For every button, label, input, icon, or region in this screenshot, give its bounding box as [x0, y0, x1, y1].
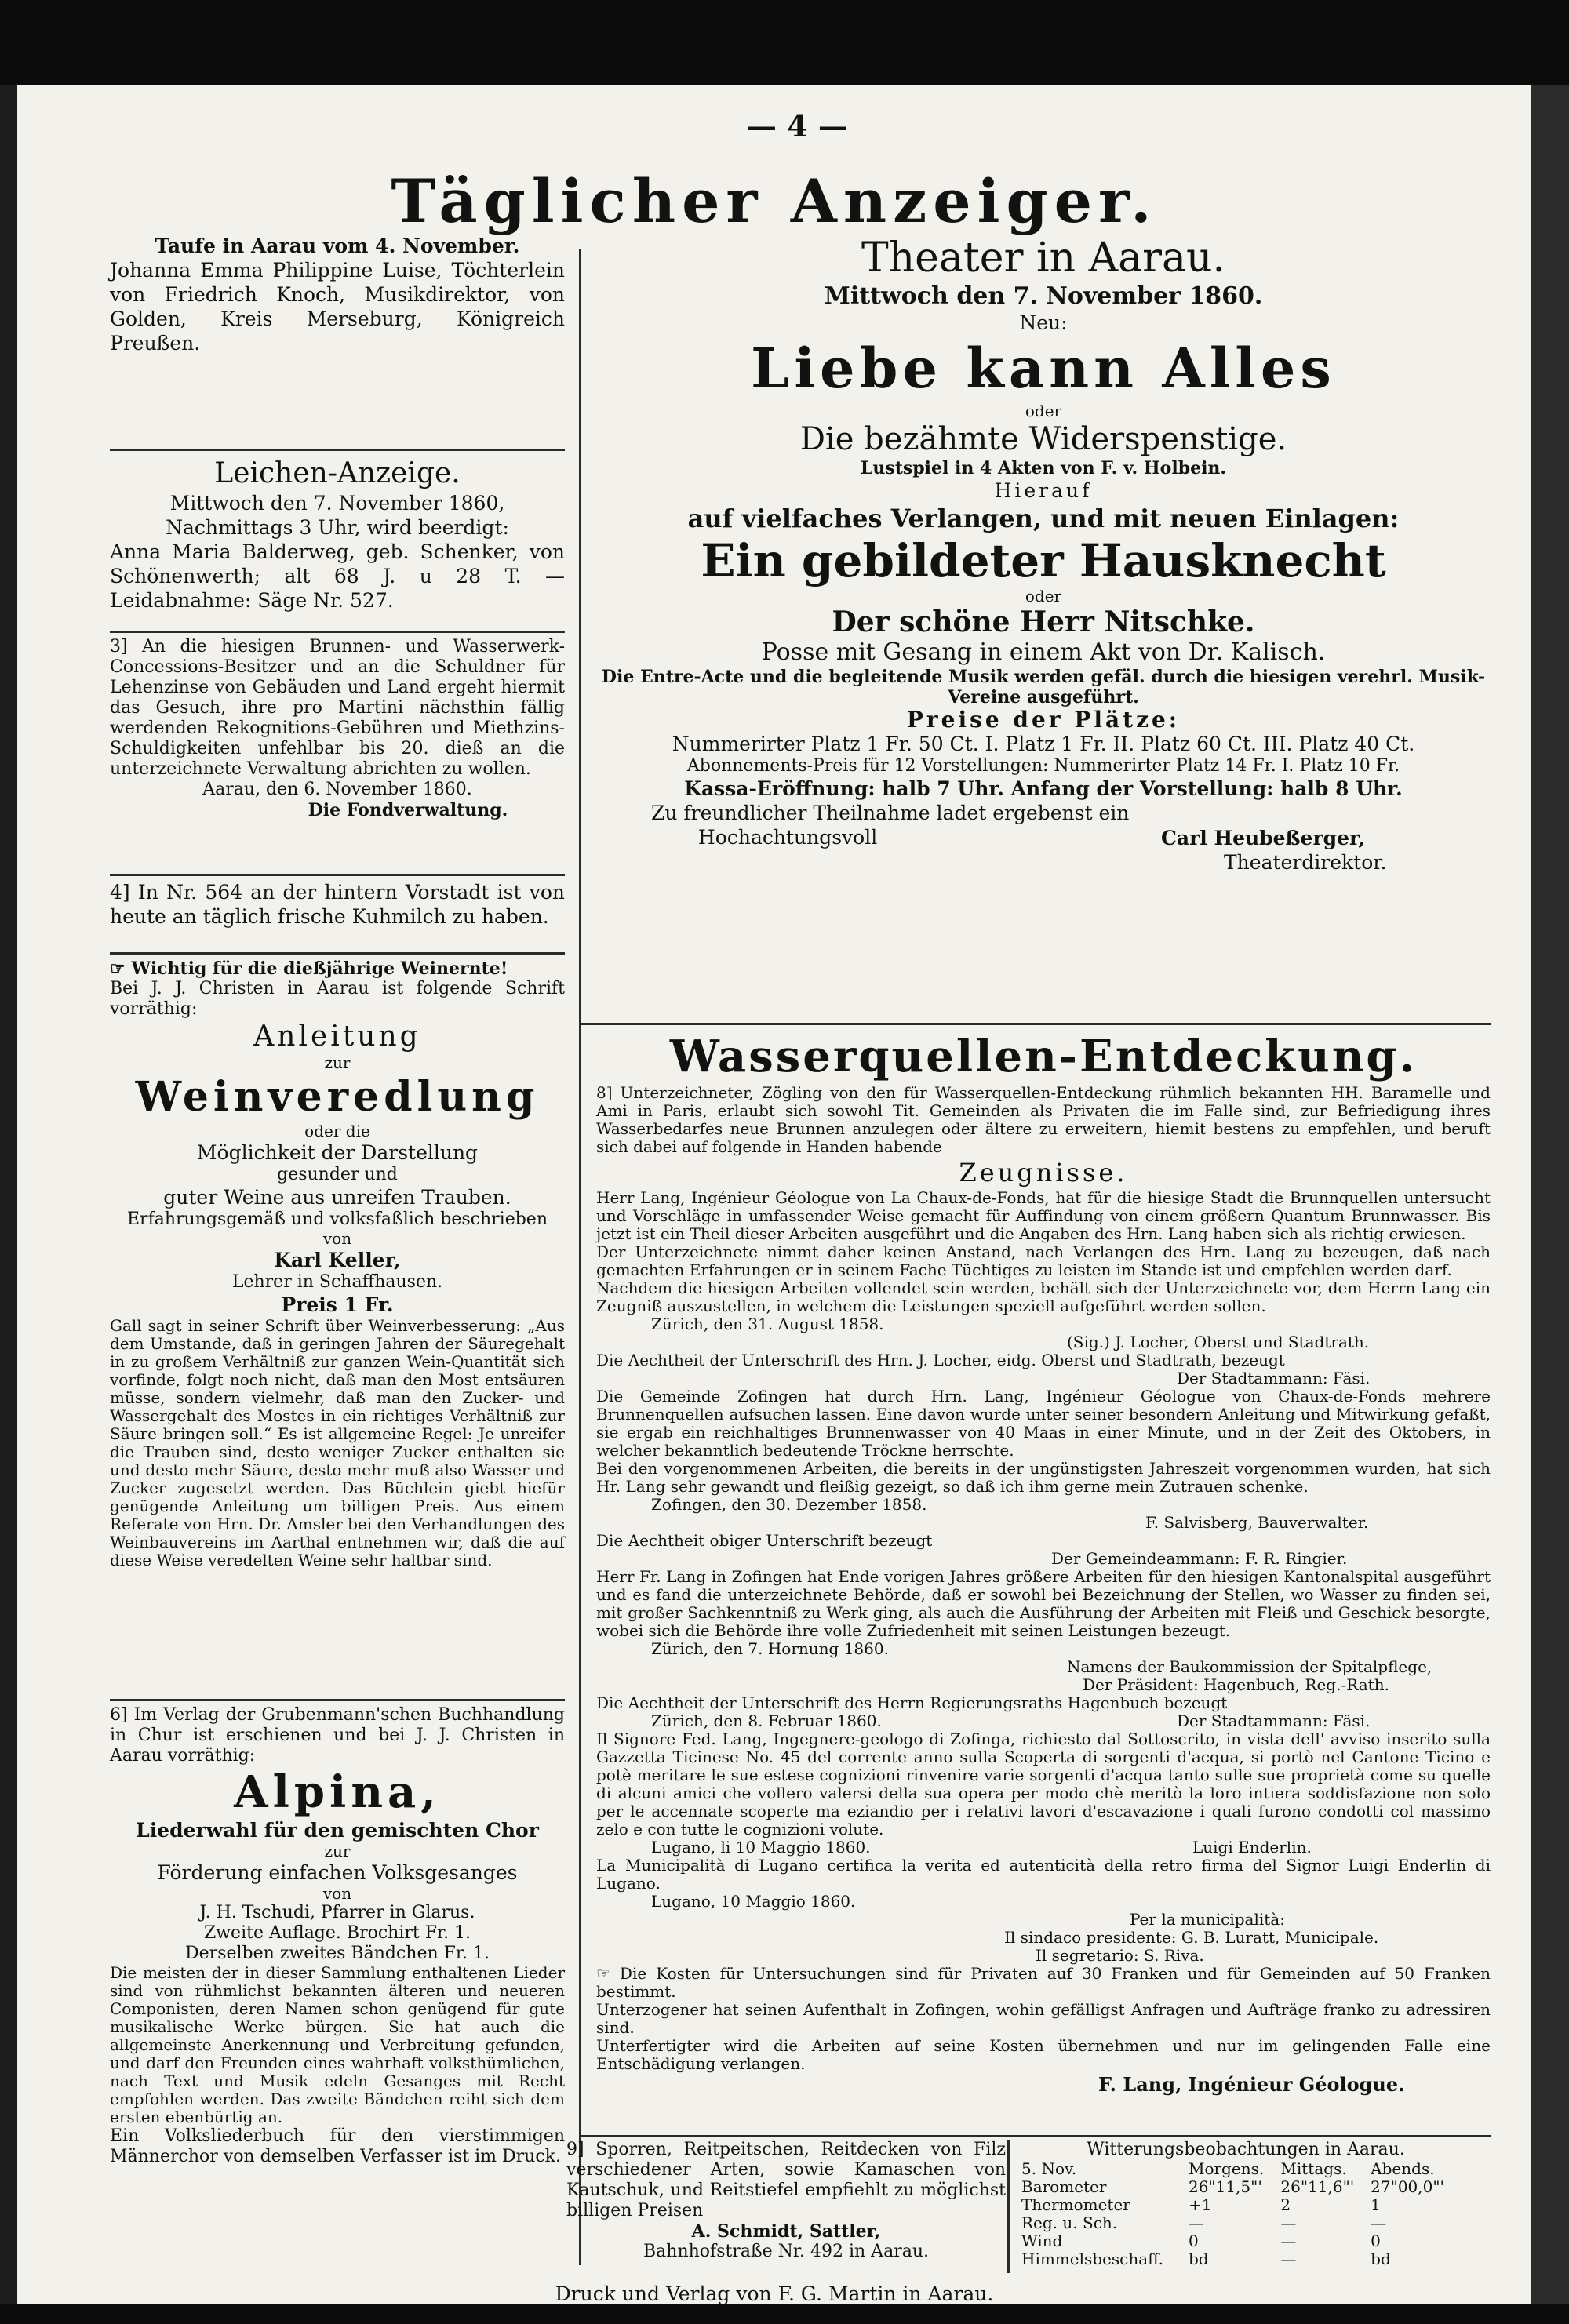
wein-title-main: Weinveredlung — [135, 1073, 540, 1121]
zeugnis-5-verify: Die Aechtheit obiger Unterschrift bezeugt — [596, 1531, 933, 1550]
zeugnis-5: Bei den vorgenommenen Arbeiten, die bereits in der ungünstigsten Jahreszeit vorgenommen wurden, hat sich Hr. Lang sehr gewandt und fleißig gezeigt, so daß ich ihm gerne mein Zutrauen schenke. — [596, 1459, 1491, 1496]
zeugnis-8-segretario: Il segretario: S. Riva. — [1036, 1946, 1204, 1965]
divider — [581, 2135, 1491, 2137]
weather-cell: Wind — [1021, 2231, 1063, 2250]
left-column — [110, 234, 565, 355]
theater-ad — [596, 234, 1491, 875]
page-number: — 4 — — [747, 108, 848, 144]
leichen-title: Leichen-Anzeige. — [214, 457, 461, 489]
weather-cell: 26"11,6"' — [1280, 2177, 1355, 2196]
weather-cell: 0 — [1188, 2231, 1199, 2250]
alpina-body: Die meisten der in dieser Sammlung enthaltenen Lieder sind von rühmlichst bekannten älteren und neueren Componisten, deren Namen schon genügend für gute musikalische Werke bürgen. Sie hat auch die allgemeinste Anerkennung und Verbreitung gefunden, und darf den Freunden eines wahrhaft volksthümlichen, nach Text und Musik edeln Gesanges mit Recht empfohlen werden. Das zweite Bändchen reiht sich dem ersten ebenbürtig an. — [110, 1963, 565, 2126]
alpina-edition: Zweite Auflage. Brochirt Fr. 1. — [203, 1923, 471, 1943]
theater-entre: Die Entre-Acte und die begleitende Musik werden gefäl. durch die hiesigen verehrl. Musik-Vereine ausgeführt. — [601, 667, 1486, 707]
ad-6-alpina — [110, 1705, 565, 2167]
table-row — [1018, 2178, 1458, 2196]
play-1-info: Lustspiel in 4 Akten von F. v. Holbein. — [860, 458, 1227, 478]
alpina-second: Derselben zweites Bändchen Fr. 1. — [185, 1944, 490, 1963]
prices-line: Nummerirter Platz 1 Fr. 50 Ct. I. Platz 1 Fr. II. Platz 60 Ct. III. Platz 40 Ct. — [672, 733, 1415, 755]
leichen-time: Nachmittags 3 Uhr, wird beerdigt: — [166, 516, 509, 539]
zeugnis-1: Herr Lang, Ingénieur Géologue von La Chaux-de-Fonds, hat für die hiesige Stadt die Brunnquellen untersucht und Vorschläge in umfassender Weise gemacht für Auffindung von einem größern Quantum Brunnwasser. Bis jetzt ist ein Theil dieser Arbeiten ausgeführt und die Angaben des Hrn. Lang haben sich als richtig erwiesen. — [596, 1188, 1491, 1243]
weather-header: 5. Nov. — [1021, 2159, 1077, 2178]
wein-body: Gall sagt in seiner Schrift über Weinverbesserung: „Aus dem Umstande, daß in geringen Jahren der Säuregehalt in zu großem Verhältniß zur ganzen Wein-Quantität sich vorfinde, folgt noch nicht, daß man den Most entsäuren müsse, sondern vielmehr, daß man den Zucker- und Wassergehalt des Mostes in ein richtiges Verhältniß zur Säure bringen soll.“ Es ist allgemeine Regel: Je unreifer die Trauben sind, desto weniger Zucker enthalten sie und desto mehr Säure, desto mehr muß also Wasser und Zucker zugesetzt werden. Das Büchlein giebt hiefür genügende Anleitung um billigen Preis. Aus einem Referate von Hrn. Dr. Amsler bei den Verhandlungen des Weinbauvereins im Aarthal entnehmen wir, daß die auf diese Weise veredelten Weine sehr haltbar sind. — [110, 1316, 565, 1569]
wein-title-5: Möglichkeit der Darstellung — [196, 1141, 479, 1164]
weather-cell: — — [1188, 2213, 1204, 2232]
zeugnis-6-mayor: Der Stadtammann: Fäsi. — [1177, 1711, 1371, 1730]
zeugnis-8: La Municipalità di Lugano certifica la verita ed autenticità della retro firma del Signor Luigi Enderlin di Lugano. — [596, 1856, 1491, 1893]
weather-cell: 1 — [1371, 2195, 1381, 2214]
wein-intro: Bei J. J. Christen in Aarau ist folgende Schrift vorräthig: — [110, 979, 565, 1019]
weather-cell: 0 — [1371, 2231, 1381, 2250]
wasser-ad — [596, 1029, 1491, 2097]
zeugnis-7: Il Signore Fed. Lang, Ingegnere-geologo di Zofinga, richiesto dal Sottoscrito, in vista dell' avviso inserito sulla Gazzetta Ticinese No. 45 del corrente anno sulla Scoperta di sorgenti d'acqua, si portò nel Cantone Ticino e potè meritare le sue estese cognizioni rinvenire varie sorgenti d'acqua tanto sulle sue proprietà come su quelle di alcuni amici che vollero valersi della sua opera per modo chè meritò la loro intiera soddisfazione non solo per le accennate scoperte ma eziandio per i relativi lavori d'escavazione i quali furono condotti col massimo zelo e con tutte le cognizioni volute. — [596, 1729, 1491, 1838]
zeugnis-2: Der Unterzeichnete nimmt daher keinen Anstand, nach Verlangen des Hrn. Lang zu bezeugen, daß nach gemachten Erfahrungen er in seinem Fache Tüchtiges zu leisten im Stande ist und empfehlen werden darf. — [596, 1242, 1491, 1279]
weather-cell: 2 — [1280, 2195, 1291, 2214]
wasser-title: Wasserquellen-Entdeckung. — [669, 1031, 1418, 1082]
zeugnis-3-mayor: Der Stadtammann: Fäsi. — [1177, 1369, 1371, 1387]
weather-cell: — — [1280, 2213, 1297, 2232]
zeugnis-8-municipality: Per la municipalità: — [1130, 1910, 1285, 1929]
weather-cell: bd — [1371, 2249, 1391, 2268]
weather-header: Mittags. — [1280, 2159, 1347, 2178]
zeugnis-6-verify: Die Aechtheit der Unterschrift des Herrn Regierungsraths Hagenbuch bezeugt — [596, 1693, 1228, 1712]
weather-title: Witterungsbeobachtungen in Aarau. — [1087, 2140, 1405, 2159]
weather-cell: Himmelsbeschaff. — [1021, 2249, 1164, 2268]
zeugnis-6: Herr Fr. Lang in Zofingen hat Ende vorigen Jahres größere Arbeiten für den hiesigen Kantonalspital ausgeführt und es fand die unterzeichnete Behörde, daß er sowohl bei Bezeichnung der Stellen, wo Wasser zu finden sei, mit großer Sachkenntniß zu Werk ging, als auch die Ausführung der Arbeiten mit Fleiß und Geschick besorgte, wobei sich die Behörde ihre volle Zufriedenheit mit seinen Leistungen bezeugt. — [596, 1567, 1491, 1640]
zeugnisse-heading: Zeugnisse. — [959, 1158, 1128, 1187]
zeugnis-3-place: Zürich, den 31. August 1858. — [651, 1315, 884, 1333]
wein-title-6: gesunder und — [277, 1165, 398, 1184]
weather-cell: bd — [1188, 2249, 1209, 2268]
leichen-date: Mittwoch den 7. November 1860, — [169, 492, 505, 515]
theater-director-role: Theaterdirektor. — [1224, 851, 1387, 874]
zeugnis-3-verify: Die Aechtheit der Unterschrift des Hrn. J. Locher, eidg. Oberst und Stadtrath, bezeugt — [596, 1351, 1285, 1369]
wein-title-7: guter Weine aus unreifen Trauben. — [163, 1186, 511, 1209]
weather-cell: 27"00,0"' — [1371, 2177, 1445, 2196]
zeugnis-6-place: Zürich, den 7. Hornung 1860. — [651, 1639, 889, 1658]
zeugnis-6-commission: Namens der Baukommission der Spitalpflege, — [1067, 1657, 1432, 1676]
zeugnis-5-signed: F. Salvisberg, Bauverwalter. — [1145, 1513, 1369, 1532]
alpina-author: J. H. Tschudi, Pfarrer in Glarus. — [199, 1903, 475, 1922]
alpina-sub-4: von — [322, 1884, 352, 1903]
divider — [110, 1699, 565, 1701]
ad-9 — [566, 2140, 1006, 2262]
weather-cell: — — [1280, 2249, 1297, 2268]
wein-title-9: von — [322, 1229, 352, 1248]
wein-heading: ☞ Wichtig für die dießjährige Weinernte! — [110, 958, 508, 979]
wein-author: Karl Keller, — [274, 1249, 401, 1271]
wein-author-role: Lehrer in Schaffhausen. — [231, 1272, 443, 1292]
column-divider — [579, 249, 581, 2265]
wasser-signature: F. Lang, Ingénieur Géologue. — [1098, 2073, 1405, 2096]
play-2-subtitle: Der schöne Herr Nitschke. — [832, 606, 1255, 638]
play-2-info: Posse mit Gesang in einem Akt von Dr. Kalisch. — [761, 638, 1326, 666]
wein-price: Preis 1 Fr. — [281, 1293, 394, 1316]
theater-neu: Neu: — [1019, 311, 1068, 334]
weather-cell: — — [1280, 2231, 1297, 2250]
alpina-sub-2: zur — [324, 1842, 351, 1860]
divider — [110, 952, 565, 955]
zeugnis-3-signed: (Sig.) J. Locher, Oberst und Stadtrath. — [1067, 1333, 1370, 1351]
wein-title-8: Erfahrungsgemäß und volksfaßlich beschrieben — [127, 1209, 548, 1229]
divider — [581, 1023, 1491, 1025]
theater-verlangen: auf vielfaches Verlangen, und mit neuen Einlagen: — [687, 504, 1400, 533]
ad3-place: Aarau, den 6. November 1860. — [202, 780, 472, 799]
weather-header: Abends. — [1371, 2159, 1435, 2178]
wasser-note-3: Unterfertigter wird die Arbeiten auf seine Kosten übernehmen und nur im gelingenden Falle eine Entschädigung verlangen. — [596, 2036, 1491, 2073]
weather-table — [1018, 2160, 1458, 2268]
ad-3 — [110, 637, 565, 820]
divider — [110, 631, 565, 633]
play-1-title: Liebe kann Alles — [751, 336, 1336, 401]
ad4-text: 4] In Nr. 564 an der hintern Vorstadt ist von heute an täglich frische Kuhmilch zu haben. — [110, 881, 565, 928]
ad3-text: 3] An die hiesigen Brunnen- und Wasserwerk-Concessions-Besitzer und an die Schuldner für Lehenzinse von Gebäuden und Land ergeht hiermit das Gesuch, ihre pro Martini nächsthin fällig werdenden Rekognitions-Gebühren und Miethzins-Schuldigkeiten unfehlbar bis 20. dieß an die unterzeichnete Verwaltung abrichten zu wollen. — [110, 637, 565, 779]
weather-cell: +1 — [1188, 2195, 1212, 2214]
table-row — [1018, 2196, 1458, 2214]
alpina-sub-1: Liederwahl für den gemischten Chor — [136, 1819, 539, 1842]
alpina-note: Ein Volksliederbuch für den vierstimmigen Männerchor von demselben Verfasser ist im Druck. — [110, 2126, 565, 2166]
ad9-text: 9] Sporren, Reitpeitschen, Reitdecken von Filz verschiedener Arten, sowie Kamaschen von Kautschuk, und Reitstiefel empfiehlt zu möglichst billigen Preisen — [566, 2140, 1006, 2220]
theater-hierauf: Hierauf — [994, 479, 1093, 502]
alpina-title: Alpina, — [234, 1766, 441, 1818]
zeugnis-3: Nachdem die hiesigen Arbeiten vollendet sein werden, behält sich der Unterzeichnete vor, dem Herrn Lang ein Zeugniß auszustellen, in welchem die Leistungen speziell aufgeführt werden sollen. — [596, 1278, 1491, 1315]
leichen-notice — [110, 456, 565, 613]
wein-title-1: Anleitung — [253, 1020, 421, 1053]
alpina-intro: 6] Im Verlag der Grubenmann'schen Buchhandlung in Chur ist erschienen und bei J. J. Christen in Aarau vorräthig: — [110, 1705, 565, 1766]
play-2-title: Ein gebildeter Hausknecht — [701, 534, 1386, 587]
weather-cell: Thermometer — [1021, 2195, 1130, 2214]
scan-right-border — [1531, 85, 1569, 2304]
weather-cell: Barometer — [1021, 2177, 1107, 2196]
weather-header-row — [1018, 2160, 1458, 2178]
wein-title-4: oder die — [304, 1122, 370, 1140]
zeugnis-5-place: Zofingen, den 30. Dezember 1858. — [651, 1495, 927, 1514]
play-2-oder: oder — [1025, 587, 1062, 606]
divider — [110, 449, 565, 451]
weather-header: Morgens. — [1188, 2159, 1265, 2178]
table-row — [1018, 2250, 1458, 2268]
prices-heading: Preise der Plätze: — [906, 707, 1181, 733]
zeugnis-7-signed: Luigi Enderlin. — [1192, 1838, 1312, 1857]
taufe-text: Johanna Emma Philippine Luise, Töchterlein von Friedrich Knoch, Musikdirektor, von Golden, Kreis Merseburg, Königreich Preußen. — [110, 259, 565, 355]
wasser-note-1: ☞ Die Kosten für Untersuchungen sind für Privaten auf 30 Franken und für Gemeinden auf 50 Franken bestimmt. — [596, 1964, 1491, 2001]
alpina-sub-3: Förderung einfachen Volksgesanges — [157, 1861, 518, 1884]
theater-director: Carl Heubeßerger, — [1161, 827, 1366, 849]
theater-title: Theater in Aarau. — [861, 235, 1226, 282]
ad9-address: Bahnhofstraße Nr. 492 in Aarau. — [643, 2242, 929, 2261]
divider — [110, 874, 565, 876]
zeugnis-8-place: Lugano, 10 Maggio 1860. — [651, 1892, 856, 1911]
theater-date: Mittwoch den 7. November 1860. — [824, 282, 1263, 310]
theater-greet: Hochachtungsvoll — [698, 826, 878, 849]
ad-4 — [110, 880, 565, 929]
play-1-subtitle: Die bezähmte Widerspenstige. — [799, 421, 1287, 457]
divider — [1007, 2140, 1010, 2273]
weather-cell: 26"11,5"' — [1188, 2177, 1262, 2196]
newspaper-page — [17, 85, 1531, 2304]
taufe-title: Taufe in Aarau vom 4. November. — [155, 235, 520, 257]
weather-cell: Reg. u. Sch. — [1021, 2213, 1118, 2232]
abo-line: Abonnements-Preis für 12 Vorstellungen: Nummerirter Platz 14 Fr. I. Platz 10 Fr. — [686, 756, 1400, 776]
wein-title-2: zur — [324, 1053, 351, 1072]
zeugnis-8-sindaco: Il sindaco presidente: G. B. Luratt, Municipale. — [1004, 1928, 1379, 1947]
zeugnis-6-president: Der Präsident: Hagenbuch, Reg.-Rath. — [1083, 1675, 1389, 1694]
wasser-intro: 8] Unterzeichneter, Zögling von den für Wasserquellen-Entdeckung rühmlich bekannten HH. Baramelle und Ami in Paris, erlaubt sich sowohl Tit. Gemeinden als Privaten die im Falle sind, zur Befriedigung ihres Wasserbedarfes neue Brunnen anzulegen oder ältere zu erweitern, hiemit bestens zu empfehlen, und beruft sich dabei auf folgende in Handen habende — [596, 1083, 1491, 1156]
ad-weinveredlung — [110, 958, 565, 1569]
table-row — [1018, 2214, 1458, 2232]
theater-invite: Zu freundlicher Theilnahme ladet ergebenst ein — [651, 802, 1130, 824]
ad3-signature: Die Fondverwaltung. — [308, 800, 508, 820]
zeugnis-5-mayor: Der Gemeindeammann: F. R. Ringier. — [1051, 1549, 1348, 1568]
masthead: Täglicher Anzeiger. — [391, 166, 1158, 236]
zeugnis-4: Die Gemeinde Zofingen hat durch Hrn. Lang, Ingénieur Géologue von Chaux-de-Fonds mehrere Brunnenquellen aufsuchen lassen. Eine davon wurde unter seiner besondern Anleitung und Mitwirkung gefaßt, sie ergab ein reichhaltiges Brunnenwasser von 40 Maas in einer Minute, und in der Zeit des Oktobers, in welcher bekanntlich bedeutende Tröckne herrschte. — [596, 1387, 1491, 1460]
wasser-note-2: Unterzogener hat seinen Aufenthalt in Zofingen, wohin gefälligst Anfragen und Aufträge franko zu adressiren sind. — [596, 2000, 1491, 2037]
play-1-oder: oder — [1025, 402, 1062, 420]
weather-observations — [1018, 2140, 1473, 2268]
ad9-name: A. Schmidt, Sattler, — [691, 2221, 881, 2242]
weather-cell: — — [1371, 2213, 1387, 2232]
table-row — [1018, 2232, 1458, 2250]
kassa-line: Kassa-Eröffnung: halb 7 Uhr. Anfang der Vorstellung: halb 8 Uhr. — [684, 777, 1403, 800]
scan-left-border — [0, 85, 17, 2304]
printer-imprint: Druck und Verlag von F. G. Martin in Aarau. — [555, 2282, 994, 2304]
zeugnis-7-place: Lugano, li 10 Maggio 1860. — [651, 1838, 871, 1857]
zeugnis-6b-place: Zürich, den 8. Februar 1860. — [651, 1711, 882, 1730]
leichen-text: Anna Maria Balderweg, geb. Schenker, von Schönenwerth; alt 68 J. u 28 T. — Leidabnahme: Säge Nr. 527. — [110, 540, 565, 612]
